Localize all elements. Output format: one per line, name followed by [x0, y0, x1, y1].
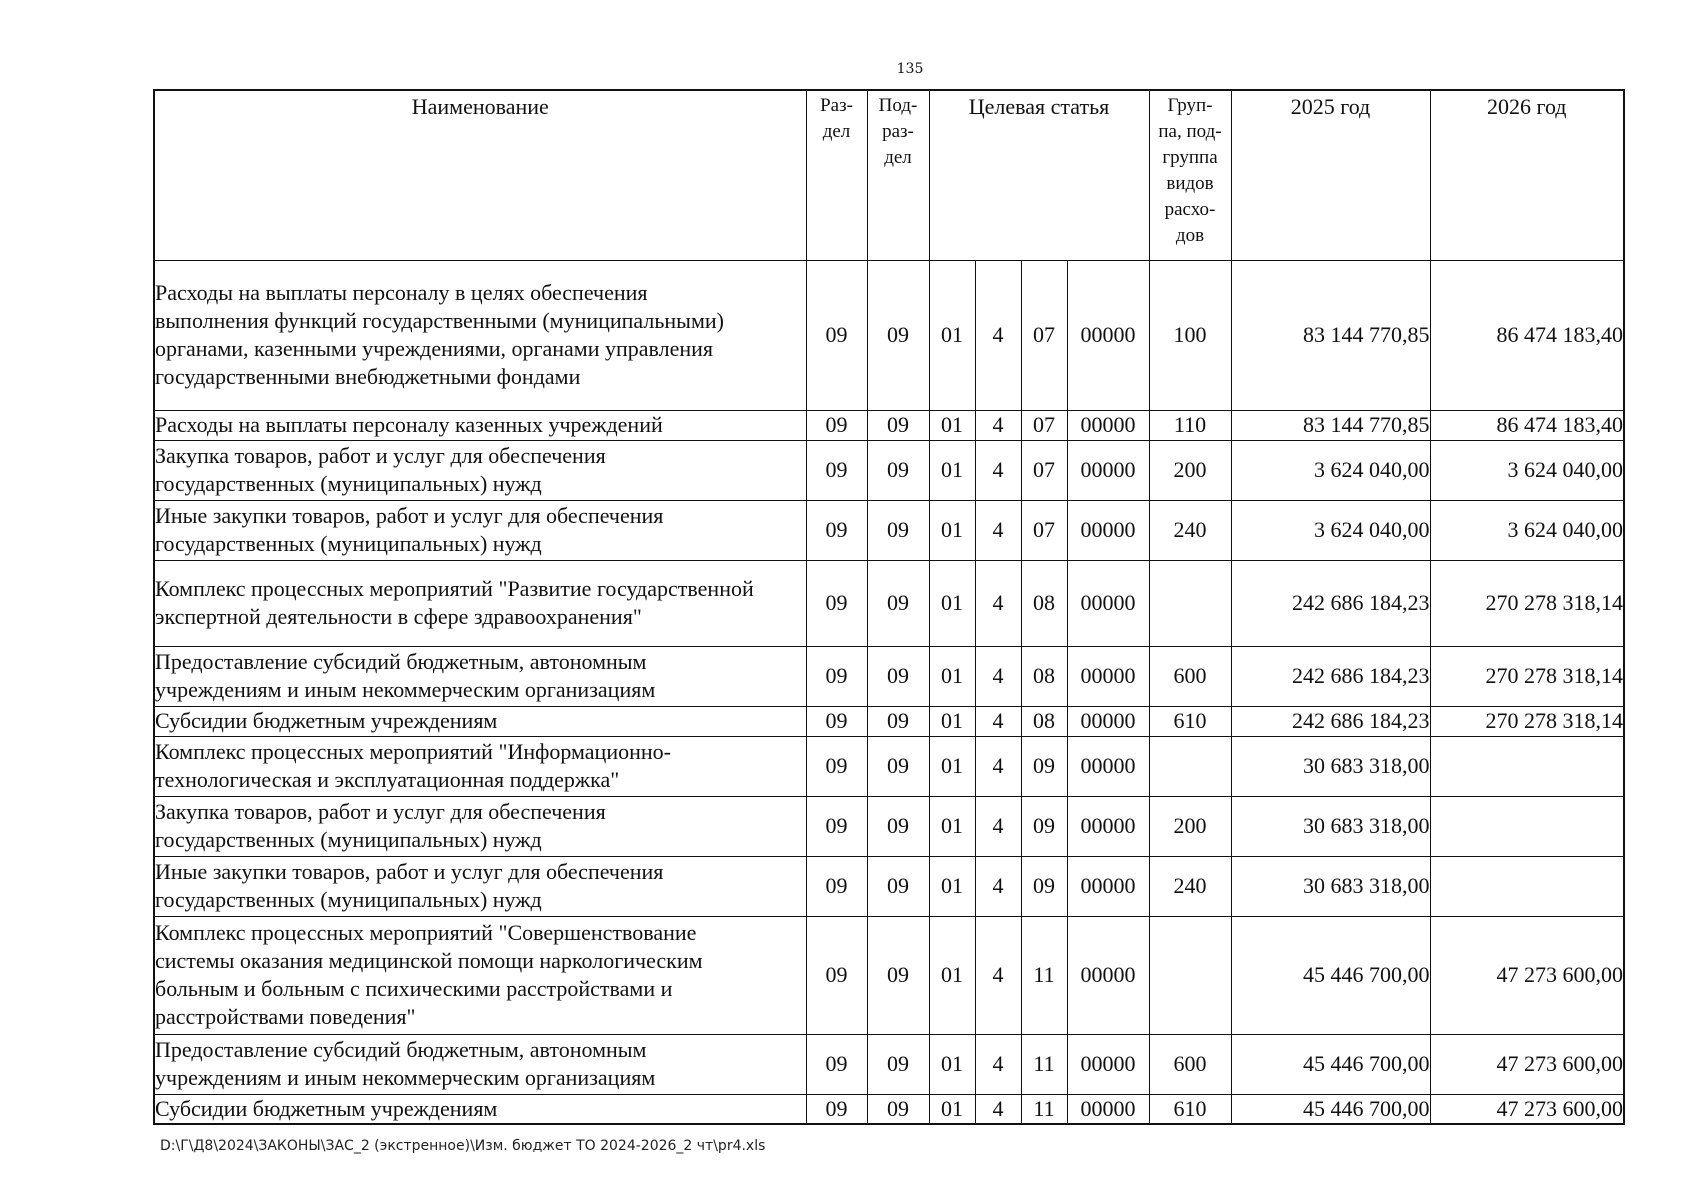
- header-line: группа: [1162, 147, 1218, 168]
- header-line: дел: [884, 147, 912, 168]
- section-cell: 09: [806, 916, 867, 1034]
- item-name-cell: [154, 706, 806, 736]
- item-name-cell: [154, 916, 806, 1034]
- subsection-cell: 09: [867, 260, 929, 410]
- amount-2026-cell: 270 278 318,14: [1430, 646, 1624, 706]
- target-direction-cell: 00000: [1067, 796, 1149, 856]
- amount-2025-cell: 242 686 184,23: [1231, 560, 1430, 646]
- target-program-cell: 01: [929, 856, 975, 916]
- item-name-line: государственных (муниципальных) нужд: [155, 887, 542, 912]
- table-row: [154, 260, 1624, 410]
- table-row: [154, 1094, 1624, 1124]
- amount-2026-cell: [1430, 796, 1624, 856]
- subsection-cell: 09: [867, 796, 929, 856]
- header-line: Груп-: [1167, 95, 1213, 116]
- item-name-cell: [154, 1034, 806, 1094]
- amount-2026-cell: 47 273 600,00: [1430, 916, 1624, 1034]
- item-name-cell: [154, 736, 806, 796]
- item-name-cell: [154, 500, 806, 560]
- target-program-cell: 01: [929, 916, 975, 1034]
- item-name-line: Закупка товаров, работ и услуг для обеспечения: [155, 443, 606, 468]
- item-name-line: больным и больным с психическими расстройствами и: [155, 976, 673, 1001]
- target-direction-cell: 00000: [1067, 410, 1149, 440]
- expense-group-cell: 600: [1149, 646, 1231, 706]
- section-cell: 09: [806, 260, 867, 410]
- amount-2026-cell: 47 273 600,00: [1430, 1034, 1624, 1094]
- item-name-cell: [154, 856, 806, 916]
- item-name-cell: [154, 440, 806, 500]
- header-year-2026: 2026 год: [1430, 90, 1624, 260]
- target-complex-cell: 09: [1021, 856, 1067, 916]
- section-cell: 09: [806, 440, 867, 500]
- item-name-cell: [154, 560, 806, 646]
- target-program-cell: 01: [929, 1034, 975, 1094]
- target-direction-cell: 00000: [1067, 1034, 1149, 1094]
- item-name-cell: [154, 260, 806, 410]
- section-cell: 09: [806, 646, 867, 706]
- header-subsection: [867, 90, 929, 260]
- header-line: раз-: [882, 121, 914, 142]
- subsection-cell: 09: [867, 916, 929, 1034]
- target-complex-cell: 07: [1021, 260, 1067, 410]
- section-cell: 09: [806, 736, 867, 796]
- target-direction-cell: 00000: [1067, 560, 1149, 646]
- target-complex-cell: 09: [1021, 736, 1067, 796]
- header-line: дов: [1175, 225, 1205, 246]
- amount-2025-cell: 242 686 184,23: [1231, 706, 1430, 736]
- target-direction-cell: 00000: [1067, 260, 1149, 410]
- item-name-line: государственными внебюджетными фондами: [155, 364, 581, 389]
- target-direction-cell: 00000: [1067, 500, 1149, 560]
- amount-2025-cell: 30 683 318,00: [1231, 856, 1430, 916]
- target-direction-cell: 00000: [1067, 646, 1149, 706]
- item-name-cell: [154, 796, 806, 856]
- target-type-cell: 4: [975, 856, 1021, 916]
- section-cell: 09: [806, 796, 867, 856]
- target-program-cell: 01: [929, 260, 975, 410]
- subsection-cell: 09: [867, 440, 929, 500]
- header-line: расхо-: [1164, 199, 1216, 220]
- target-type-cell: 4: [975, 560, 1021, 646]
- section-cell: 09: [806, 706, 867, 736]
- item-name-line: Закупка товаров, работ и услуг для обеспечения: [155, 799, 606, 824]
- item-name-line: технологическая и эксплуатационная поддержка": [155, 767, 620, 792]
- subsection-cell: 09: [867, 410, 929, 440]
- amount-2026-cell: 86 474 183,40: [1430, 410, 1624, 440]
- header-year-2025: 2025 год: [1231, 90, 1430, 260]
- subsection-cell: 09: [867, 856, 929, 916]
- header-name: Наименование: [154, 90, 806, 260]
- table-row: [154, 736, 1624, 796]
- expense-group-cell: 200: [1149, 796, 1231, 856]
- item-name-line: Расходы на выплаты персоналу в целях обеспечения: [155, 280, 648, 305]
- target-type-cell: 4: [975, 440, 1021, 500]
- item-name-line: учреждениям и иным некоммерческим организациям: [155, 677, 656, 702]
- item-name-line: Расходы на выплаты персоналу казенных учреждений: [155, 412, 663, 437]
- target-complex-cell: 08: [1021, 646, 1067, 706]
- target-type-cell: 4: [975, 1094, 1021, 1124]
- subsection-cell: 09: [867, 736, 929, 796]
- expense-group-cell: [1149, 736, 1231, 796]
- target-complex-cell: 08: [1021, 560, 1067, 646]
- header-line: Под-: [878, 95, 918, 116]
- amount-2026-cell: 270 278 318,14: [1430, 706, 1624, 736]
- target-direction-cell: 00000: [1067, 736, 1149, 796]
- target-type-cell: 4: [975, 1034, 1021, 1094]
- amount-2025-cell: 83 144 770,85: [1231, 410, 1430, 440]
- amount-2025-cell: 45 446 700,00: [1231, 916, 1430, 1034]
- expense-group-cell: 600: [1149, 1034, 1231, 1094]
- item-name-line: экспертной деятельности в сфере здравоохранения": [155, 604, 642, 629]
- table-row: [154, 440, 1624, 500]
- amount-2025-cell: 30 683 318,00: [1231, 736, 1430, 796]
- target-program-cell: 01: [929, 410, 975, 440]
- item-name-line: Субсидии бюджетным учреждениям: [155, 708, 498, 733]
- subsection-cell: 09: [867, 1034, 929, 1094]
- section-cell: 09: [806, 560, 867, 646]
- amount-2026-cell: [1430, 856, 1624, 916]
- header-line: Раз-: [820, 95, 853, 116]
- expense-group-cell: 110: [1149, 410, 1231, 440]
- table-body: [154, 260, 1624, 1124]
- item-name-line: учреждениям и иным некоммерческим организациям: [155, 1065, 656, 1090]
- target-program-cell: 01: [929, 440, 975, 500]
- target-complex-cell: 09: [1021, 796, 1067, 856]
- item-name-line: выполнения функций государственными (муниципальными): [155, 308, 724, 333]
- expense-group-cell: 610: [1149, 1094, 1231, 1124]
- amount-2026-cell: 47 273 600,00: [1430, 1094, 1624, 1124]
- header-section: [806, 90, 867, 260]
- target-direction-cell: 00000: [1067, 706, 1149, 736]
- amount-2025-cell: 45 446 700,00: [1231, 1094, 1430, 1124]
- target-complex-cell: 11: [1021, 1034, 1067, 1094]
- target-complex-cell: 11: [1021, 1094, 1067, 1124]
- item-name-line: Комплекс процессных мероприятий "Информационно-: [155, 739, 671, 764]
- table-row: [154, 856, 1624, 916]
- amount-2025-cell: 3 624 040,00: [1231, 500, 1430, 560]
- expense-group-cell: [1149, 916, 1231, 1034]
- expense-group-cell: 200: [1149, 440, 1231, 500]
- item-name-line: Иные закупки товаров, работ и услуг для обеспечения: [155, 859, 664, 884]
- header-line: па, под-: [1158, 121, 1222, 142]
- target-complex-cell: 07: [1021, 440, 1067, 500]
- amount-2026-cell: 86 474 183,40: [1430, 260, 1624, 410]
- amount-2026-cell: 3 624 040,00: [1430, 500, 1624, 560]
- target-program-cell: 01: [929, 560, 975, 646]
- item-name-line: государственных (муниципальных) нужд: [155, 531, 542, 556]
- amount-2026-cell: [1430, 736, 1624, 796]
- expense-group-cell: 610: [1149, 706, 1231, 736]
- table-row: [154, 796, 1624, 856]
- target-type-cell: 4: [975, 410, 1021, 440]
- table-row: [154, 410, 1624, 440]
- target-program-cell: 01: [929, 1094, 975, 1124]
- header-line: видов: [1166, 173, 1214, 194]
- item-name-line: органами, казенными учреждениями, органами управления: [155, 336, 714, 361]
- item-name-cell: [154, 646, 806, 706]
- table-row: [154, 560, 1624, 646]
- target-program-cell: 01: [929, 796, 975, 856]
- item-name-line: государственных (муниципальных) нужд: [155, 827, 542, 852]
- target-direction-cell: 00000: [1067, 440, 1149, 500]
- subsection-cell: 09: [867, 500, 929, 560]
- section-cell: 09: [806, 1094, 867, 1124]
- amount-2025-cell: 3 624 040,00: [1231, 440, 1430, 500]
- header-expense-group: [1149, 90, 1231, 260]
- target-direction-cell: 00000: [1067, 916, 1149, 1034]
- subsection-cell: 09: [867, 1094, 929, 1124]
- item-name-line: государственных (муниципальных) нужд: [155, 471, 542, 496]
- amount-2025-cell: 242 686 184,23: [1231, 646, 1430, 706]
- target-type-cell: 4: [975, 706, 1021, 736]
- target-type-cell: 4: [975, 796, 1021, 856]
- amount-2025-cell: 30 683 318,00: [1231, 796, 1430, 856]
- expense-group-cell: [1149, 560, 1231, 646]
- item-name-cell: [154, 410, 806, 440]
- target-program-cell: 01: [929, 500, 975, 560]
- section-cell: 09: [806, 410, 867, 440]
- section-cell: 09: [806, 856, 867, 916]
- target-type-cell: 4: [975, 916, 1021, 1034]
- target-program-cell: 01: [929, 646, 975, 706]
- table-row: [154, 1034, 1624, 1094]
- item-name-line: Субсидии бюджетным учреждениям: [155, 1095, 498, 1121]
- target-program-cell: 01: [929, 736, 975, 796]
- amount-2026-cell: 270 278 318,14: [1430, 560, 1624, 646]
- amount-2025-cell: 45 446 700,00: [1231, 1034, 1430, 1094]
- expense-group-cell: 240: [1149, 856, 1231, 916]
- section-cell: 09: [806, 1034, 867, 1094]
- target-direction-cell: 00000: [1067, 856, 1149, 916]
- subsection-cell: 09: [867, 560, 929, 646]
- subsection-cell: 09: [867, 706, 929, 736]
- budget-table: [153, 89, 1625, 1125]
- item-name-cell: [154, 1094, 806, 1124]
- item-name-line: Иные закупки товаров, работ и услуг для обеспечения: [155, 503, 664, 528]
- target-complex-cell: 11: [1021, 916, 1067, 1034]
- table-row: [154, 500, 1624, 560]
- file-path-footer: D:\Г\Д8\2024\ЗАКОНЫ\ЗАС_2 (экстренное)\Изм. бюджет ТО 2024-2026_2 чт\pr4.xls: [160, 1138, 766, 1154]
- expense-group-cell: 100: [1149, 260, 1231, 410]
- table-row: [154, 916, 1624, 1034]
- subsection-cell: 09: [867, 646, 929, 706]
- item-name-line: Комплекс процессных мероприятий "Совершенствование: [155, 920, 697, 945]
- expense-group-cell: 240: [1149, 500, 1231, 560]
- item-name-line: Предоставление субсидий бюджетным, автономным: [155, 649, 647, 674]
- target-direction-cell: 00000: [1067, 1094, 1149, 1124]
- item-name-line: расстройствами поведения": [155, 1004, 416, 1029]
- target-complex-cell: 07: [1021, 500, 1067, 560]
- target-program-cell: 01: [929, 706, 975, 736]
- table-row: [154, 646, 1624, 706]
- target-type-cell: 4: [975, 646, 1021, 706]
- section-cell: 09: [806, 500, 867, 560]
- header-target-article: Целевая статья: [929, 90, 1149, 260]
- target-complex-cell: 08: [1021, 706, 1067, 736]
- item-name-line: системы оказания медицинской помощи наркологическим: [155, 948, 703, 973]
- amount-2026-cell: 3 624 040,00: [1430, 440, 1624, 500]
- target-complex-cell: 07: [1021, 410, 1067, 440]
- target-type-cell: 4: [975, 260, 1021, 410]
- amount-2025-cell: 83 144 770,85: [1231, 260, 1430, 410]
- header-line: дел: [822, 121, 851, 142]
- item-name-line: Комплекс процессных мероприятий "Развитие государственной: [155, 576, 754, 601]
- target-type-cell: 4: [975, 736, 1021, 796]
- item-name-line: Предоставление субсидий бюджетным, автономным: [155, 1037, 647, 1062]
- target-type-cell: 4: [975, 500, 1021, 560]
- table-header-row: [154, 90, 1624, 260]
- page-number: 135: [896, 61, 924, 77]
- table-row: [154, 706, 1624, 736]
